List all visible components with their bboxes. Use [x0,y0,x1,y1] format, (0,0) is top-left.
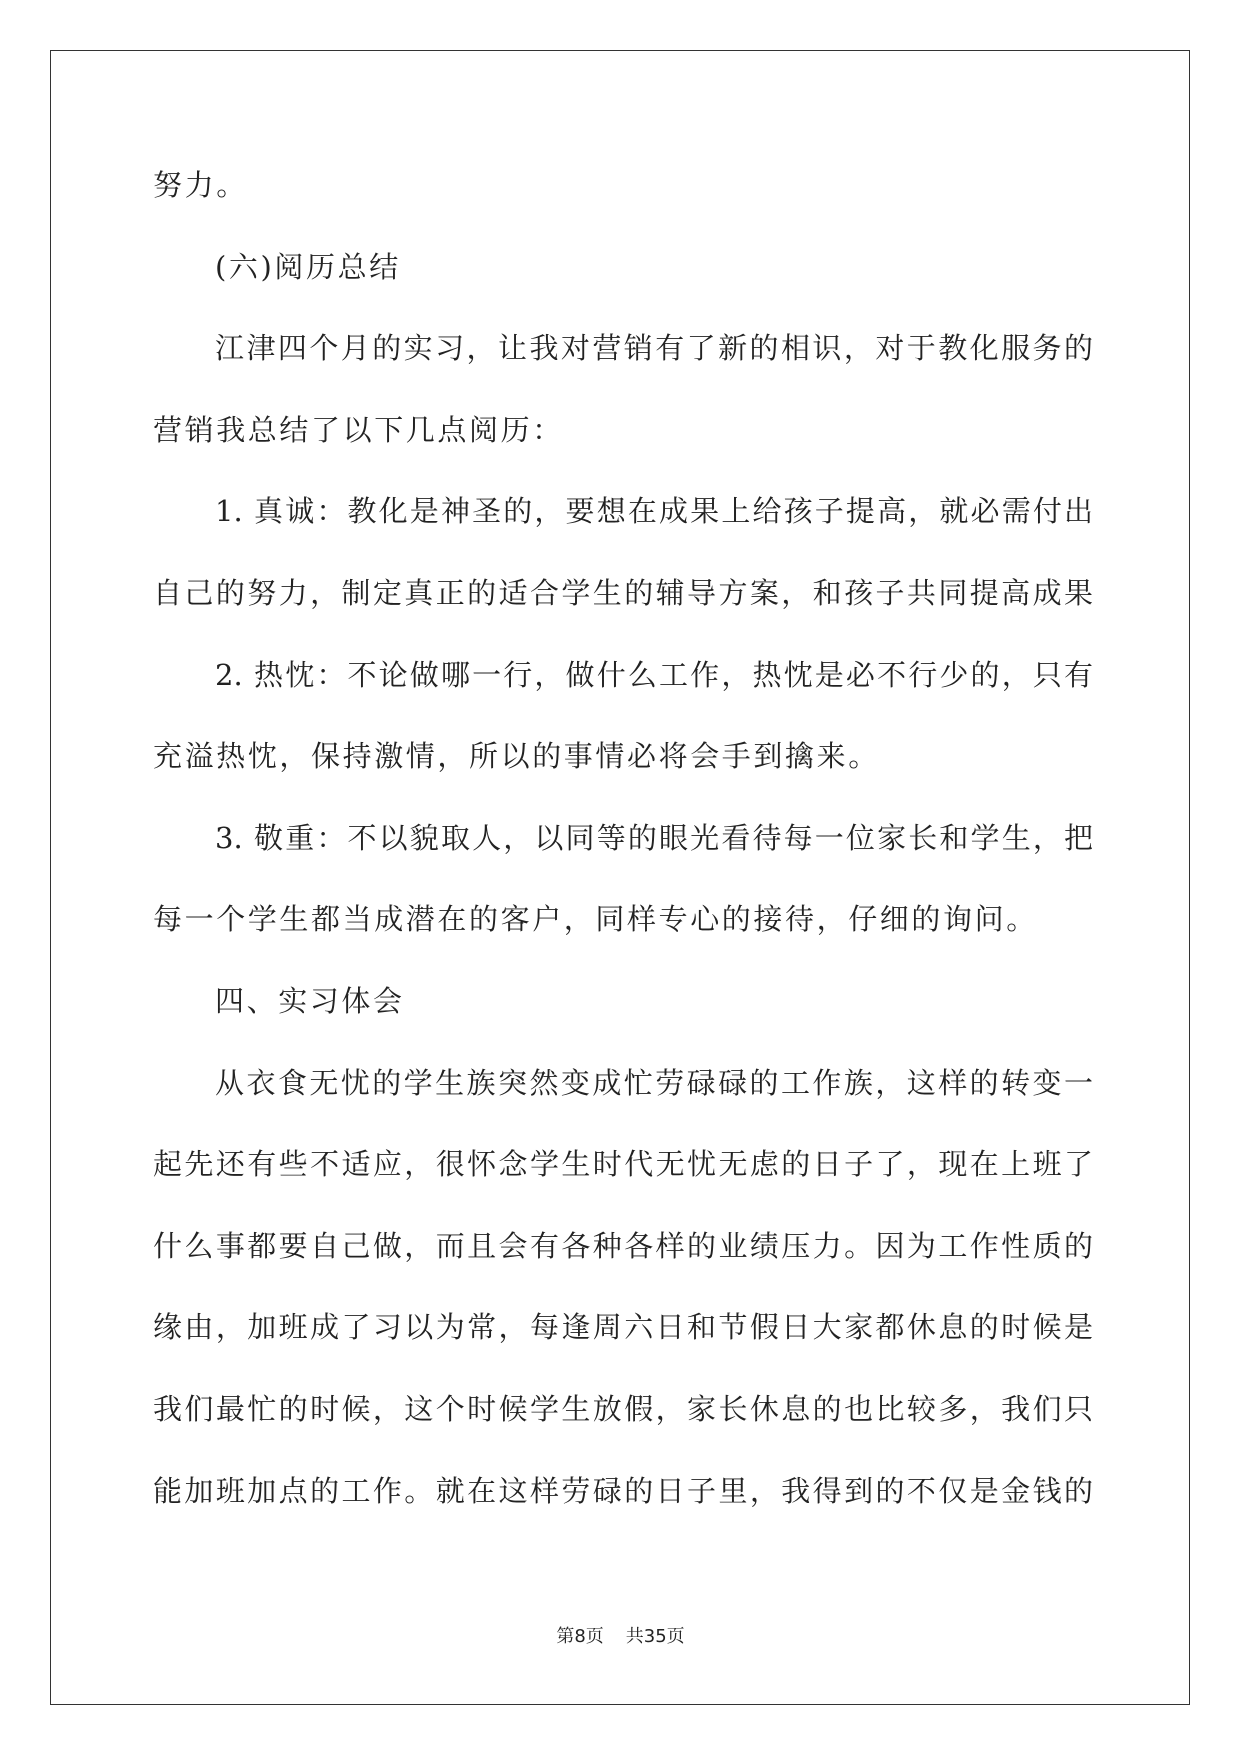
footer-page-number: 8 [574,1626,586,1647]
text-line: 努力。 [153,168,248,202]
text-line: 什么事都要自己做，而且会有各种各样的业绩压力。因为工作性质的 [153,1228,1093,1263]
text-line: 充溢热忱，保持激情，所以的事情必将会手到擒来。 [153,739,880,774]
text-line: 江津四个月的实习，让我对营销有了新的相识，对于教化服务的 [215,331,1093,366]
footer-total-suffix: 页 [666,1626,685,1647]
page-footer [0,1622,1241,1648]
text-line: 四、实习体会 [215,983,405,1018]
text-line: (六)阅历总结 [215,249,401,284]
text-line: 每一个学生都当成潜在的客户，同样专心的接待，仔细的询问。 [153,902,1038,937]
text-line: 能加班加点的工作。就在这样劳碌的日子里，我得到的不仅是金钱的 [153,1473,1093,1508]
text-line: 我们最忙的时候，这个时候学生放假，家长休息的也比较多，我们只 [153,1391,1093,1426]
footer-page-suffix: 页 [585,1626,604,1647]
footer-total-prefix: 共 [625,1626,644,1647]
text-line: 从衣食无忧的学生族突然变成忙劳碌碌的工作族，这样的转变一 [215,1065,1093,1100]
text-line: 自己的努力，制定真正的适合学生的辅导方案，和孩子共同提高成果 [153,575,1093,610]
footer-page-prefix: 第 [556,1626,575,1647]
text-line: 起先还有些不适应，很怀念学生时代无忧无虑的日子了，现在上班了 [153,1147,1093,1182]
text-line: 缘由，加班成了习以为常，每逢周六日和节假日大家都休息的时候是 [153,1310,1093,1345]
text-line: 2. 热忱：不论做哪一行，做什么工作，热忱是必不行少的，只有 [215,657,1093,692]
text-line: 1. 真诚：教化是神圣的，要想在成果上给孩子提高，就必需付出 [215,494,1093,529]
text-line: 3. 敬重：不以貌取人，以同等的眼光看待每一位家长和学生，把 [215,820,1093,855]
footer-total-pages: 35 [643,1626,667,1647]
text-line: 营销我总结了以下几点阅历： [153,412,564,447]
document-body [153,163,1093,1550]
